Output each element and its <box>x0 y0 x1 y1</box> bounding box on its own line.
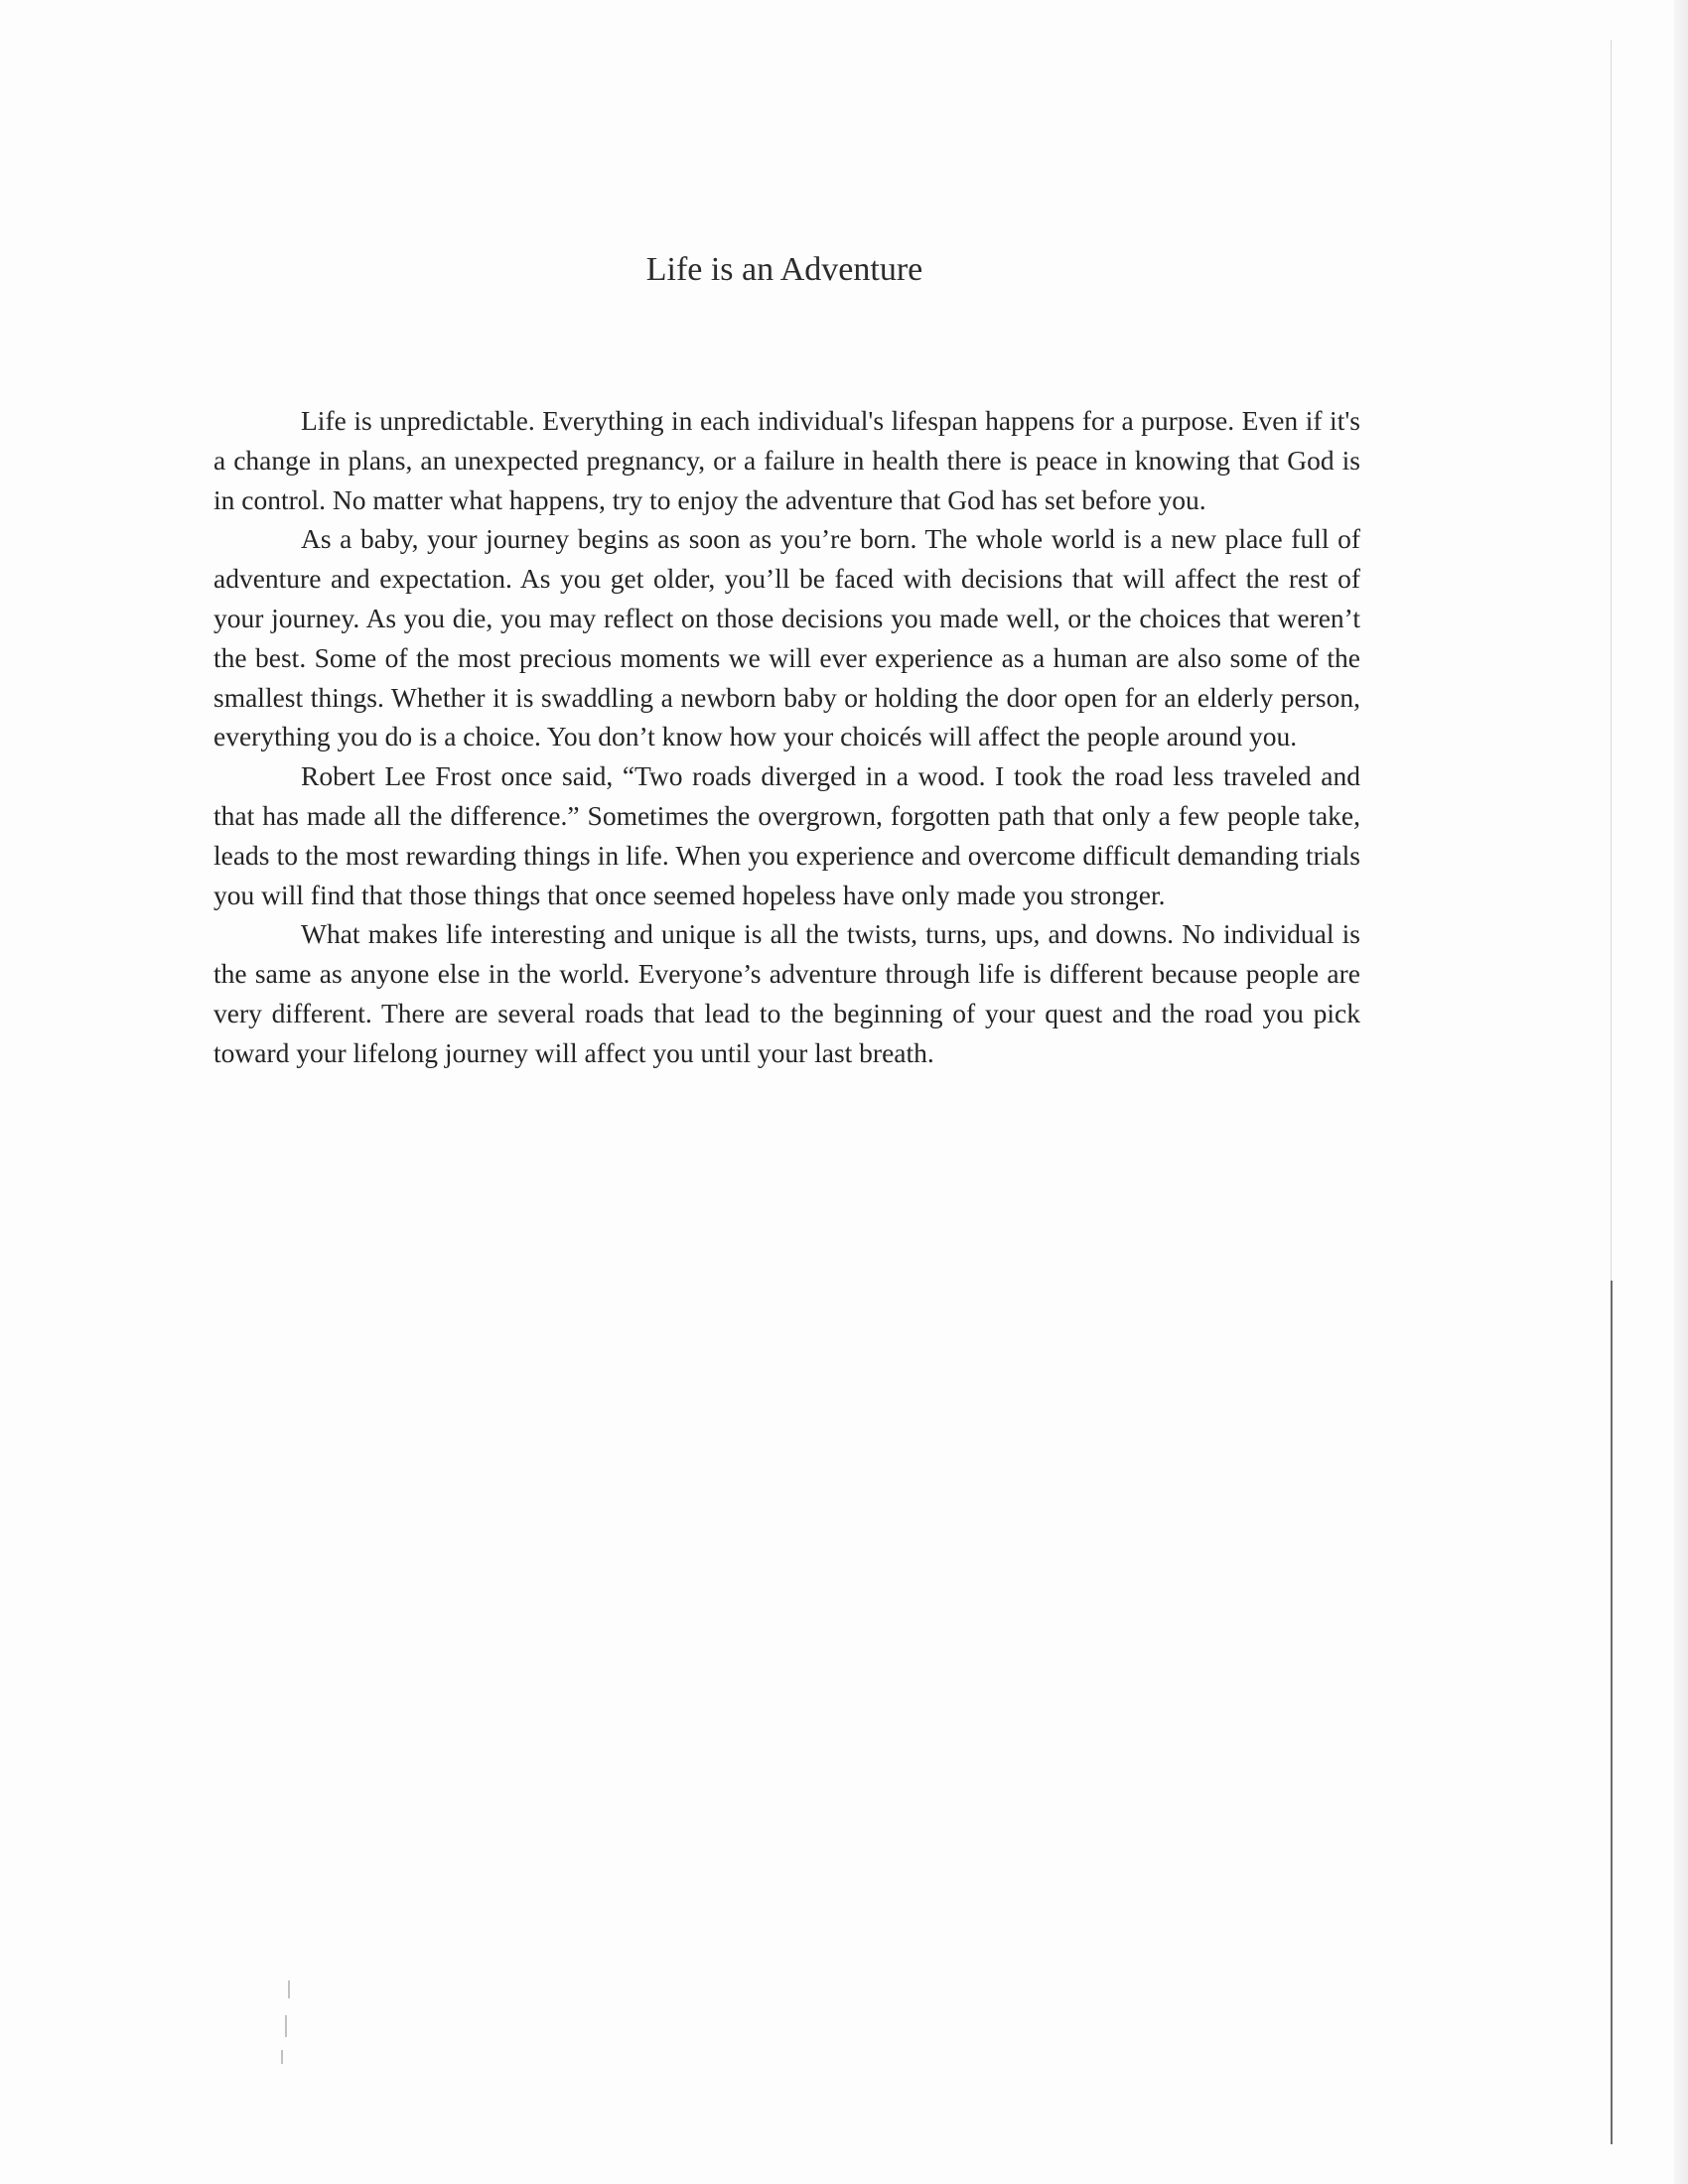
scanner-edge-line <box>1611 1281 1613 2144</box>
paragraph-4: What makes life interesting and unique is all the twists, turns, ups, and downs. No individual is the same as anyone else in the world. Everyone’s adventure through life is different because people are very different. There are several roads that lead to the beginning of your quest and the road you pick toward your lifelong journey will affect you until your last breath. <box>213 918 1360 1068</box>
scan-speck <box>285 2015 287 2037</box>
scanner-edge-line-faint <box>1611 40 1612 1281</box>
paragraph-1: Life is unpredictable. Everything in each individual's lifespan happens for a purpose. Even if it's a change in plans, an unexpected pregnancy, or a failure in health there is peace in knowing that God is in control. No matter what happens, try to enjoy the adventure that God has set before you. <box>213 405 1360 515</box>
essay-body <box>213 401 1360 1073</box>
paragraph-2: As a baby, your journey begins as soon as you’re born. The whole world is a new place full of adventure and expectation. As you get older, you’ll be faced with decisions that will affect the rest of your journey. As you die, you may reflect on those decisions you made well, or the choices that weren’t the best. Some of the most precious moments we will ever experience as a human are also some of the smallest things. Whether it is swaddling a newborn baby or holding the door open for an elderly person, everything you do is a choice. You don’t know how your choicés will affect the people around you. <box>213 523 1360 752</box>
paragraph-3: Robert Lee Frost once said, “Two roads diverged in a wood. I took the road less traveled and that has made all the difference.” Sometimes the overgrown, forgotten path that only a few people take, leads to the most rewarding things in life. When you experience and overcome difficult demanding trials you will find that those things that once seemed hopeless have only made you stronger. <box>213 760 1360 910</box>
scan-speck <box>288 1980 290 1998</box>
scanner-edge-shadow <box>1674 0 1688 2184</box>
essay-title: Life is an Adventure <box>645 251 923 288</box>
scan-speck <box>281 2050 283 2064</box>
